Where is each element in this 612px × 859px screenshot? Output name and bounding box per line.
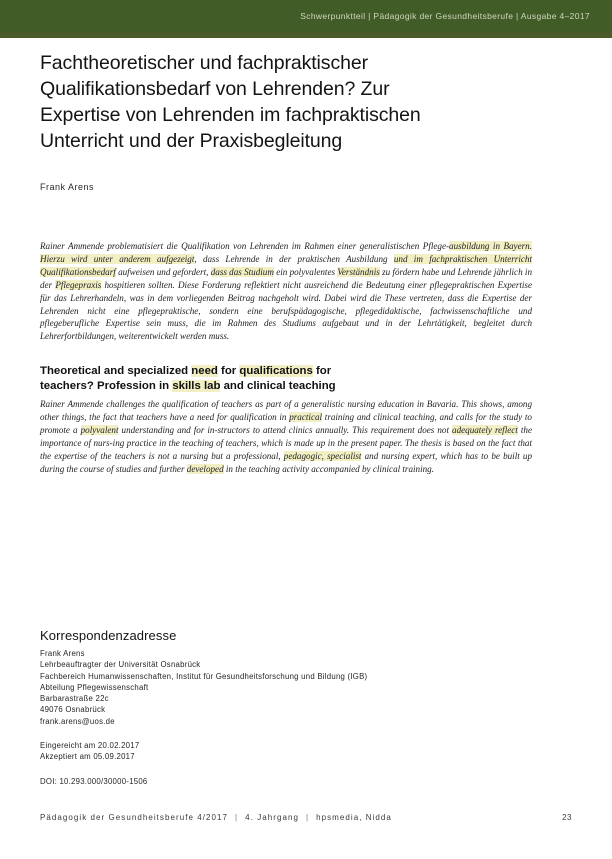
page-title (40, 50, 532, 154)
article-content (40, 50, 532, 485)
title-line-1: Fachtheoretischer und fachpraktischer (40, 52, 368, 74)
en-heading-highlight-2: qualifications (239, 365, 313, 378)
footer-separator-2: | (305, 813, 310, 822)
abstract-de-seg-6: hospitieren sollten. Diese Forderung reflektiert nicht ausreichend die Bedeutung einer pflegepraktischen Expertise für das Lehrerhandeln, was in dem vorliegenden Beitrag nachgeholt wird. Dabei wird die These vertreten, dass die Expertise der Lehrenden nicht eine pflegepraktische, sondern eine berufspädagogische, pflegedidaktische, fachwissenschaftliche und pflegeberufliche Expertise sein muss, die im Rahmen des Studiums aufgebaut und in der Lehrtätigkeit, begleitet durch Lehrerfortbildungen, weiterentwickelt werden muss. (40, 279, 532, 342)
abstract-de-highlight-4: Verständnis (337, 266, 380, 277)
correspondence-address (40, 648, 510, 727)
abstract-german (40, 240, 532, 343)
en-heading-line-2 (40, 379, 532, 394)
en-heading-seg-4: teachers? Profession in (40, 379, 173, 392)
abstract-en-highlight-1: practical (289, 412, 323, 423)
title-line-3: Expertise von Lehrenden im fachpraktischen (40, 104, 421, 126)
en-heading-seg-5: and clinical teaching (220, 379, 336, 392)
en-heading-highlight-3: skills lab (172, 379, 221, 392)
correspondence-section (40, 628, 510, 786)
address-line-city: 49076 Osnabrück (40, 705, 106, 715)
correspondence-heading: Korrespondenzadresse (40, 628, 177, 643)
masthead-text: Schwerpunktteil | Pädagogik der Gesundheitsberufe | Ausgabe 4–2017 (300, 11, 590, 21)
en-heading-seg-3: for (312, 365, 332, 378)
abstract-en-seg-3: understanding and for in-structors to attend clinics annually. This requirement does not (118, 425, 453, 436)
title-line-2: Qualifikationsbedarf von Lehrenden? Zur (40, 78, 390, 100)
abstract-en-highlight-5: developed (186, 463, 224, 474)
abstract-en-highlight-4: pedagogic, specialist (283, 451, 362, 462)
address-line-department: Fachbereich Humanwissenschaften, Institut für Gesundheitsforschung und Bildung (IGB) (40, 671, 368, 681)
abstract-en-seg-2: training and clinical teaching, and calls for the study to promote a (40, 412, 532, 436)
abstract-de-highlight-2: und im fachpraktischen Unterricht Qualifikationsbedarf (40, 253, 532, 277)
submission-dates (40, 740, 510, 763)
abstract-de-seg-4: ein polyvalentes (273, 266, 338, 277)
english-abstract-heading (40, 364, 532, 393)
abstract-de-highlight-3: dass das Studium (210, 266, 274, 277)
author-name: Frank Arens (40, 182, 95, 192)
date-accepted: Akzeptiert am 05.09.2017 (40, 752, 135, 762)
footer-volume: 4. Jahrgang (245, 813, 299, 822)
en-heading-highlight-1: need (191, 365, 218, 378)
footer-journal: Pädagogik der Gesundheitsberufe 4/2017 (40, 813, 229, 822)
footer-citation (40, 813, 392, 822)
abstract-de-seg-2: , dass Lehrende in der praktischen Ausbildung (194, 253, 394, 264)
footer-publisher: hpsmedia, Nidda (316, 813, 392, 822)
abstract-de-highlight-5: Pflegepraxis (55, 279, 102, 290)
abstract-en-seg-1: Rainer Ammende challenges the qualification of teachers as part of a generalistic nursing education in Bavaria. This shows, among other things, the fact that teachers have a need for qualification in (40, 399, 532, 423)
masthead-bar (0, 0, 612, 32)
abstract-english (40, 398, 532, 475)
abstract-de-seg-1: Rainer Ammende problematisiert die Qualifikation von Lehrenden im Rahmen einer generalistischen Pflege- (40, 241, 450, 251)
abstract-en-seg-6: in the teaching activity accompanied by clinical training. (223, 463, 434, 474)
address-line-role: Lehrbeauftragter der Universität Osnabrück (40, 660, 201, 670)
date-submitted: Eingereicht am 20.02.2017 (40, 741, 140, 751)
address-line-street: Barbarastraße 22c (40, 694, 109, 704)
abstract-de-seg-3: aufweisen und gefordert, (115, 266, 211, 277)
abstract-en-highlight-2: polyvalent (80, 425, 119, 436)
abstract-en-seg-5: and nursing expert, which has to be built up during the course of studies and further (40, 451, 532, 474)
abstract-en-seg-4: the importance of nurs-ing practice in the teaching of teachers, which is made up in the present paper. The thesis is based on the fact that the expertise of the teachers is not a nursing but a professional, (40, 425, 532, 462)
title-line-4: Unterricht und der Praxisbegleitung (40, 130, 343, 152)
address-line-email[interactable]: frank.arens@uos.de (40, 716, 115, 726)
en-heading-seg-1: Theoretical and specialized (40, 365, 192, 378)
footer-separator-1: | (235, 813, 239, 822)
abstract-de-seg-5: zu fördern habe und Lehrende jährlich in der (40, 266, 532, 290)
address-line-name: Frank Arens (40, 649, 85, 658)
abstract-de-highlight-1: ausbildung in Bayern. Hierzu wird unter anderem aufgezeigt (40, 241, 532, 264)
en-heading-seg-2: for (217, 365, 240, 378)
abstract-en-highlight-3: adequately reflect (452, 425, 518, 436)
page-footer (40, 813, 572, 822)
en-heading-line-1 (40, 364, 532, 379)
doi-line[interactable]: DOI: 10.293.000/30000-1506 (40, 776, 148, 786)
address-line-division: Abteilung Pflegewissenschaft (40, 682, 149, 692)
page-number: 23 (562, 813, 572, 822)
masthead-accent-strip (0, 32, 612, 38)
